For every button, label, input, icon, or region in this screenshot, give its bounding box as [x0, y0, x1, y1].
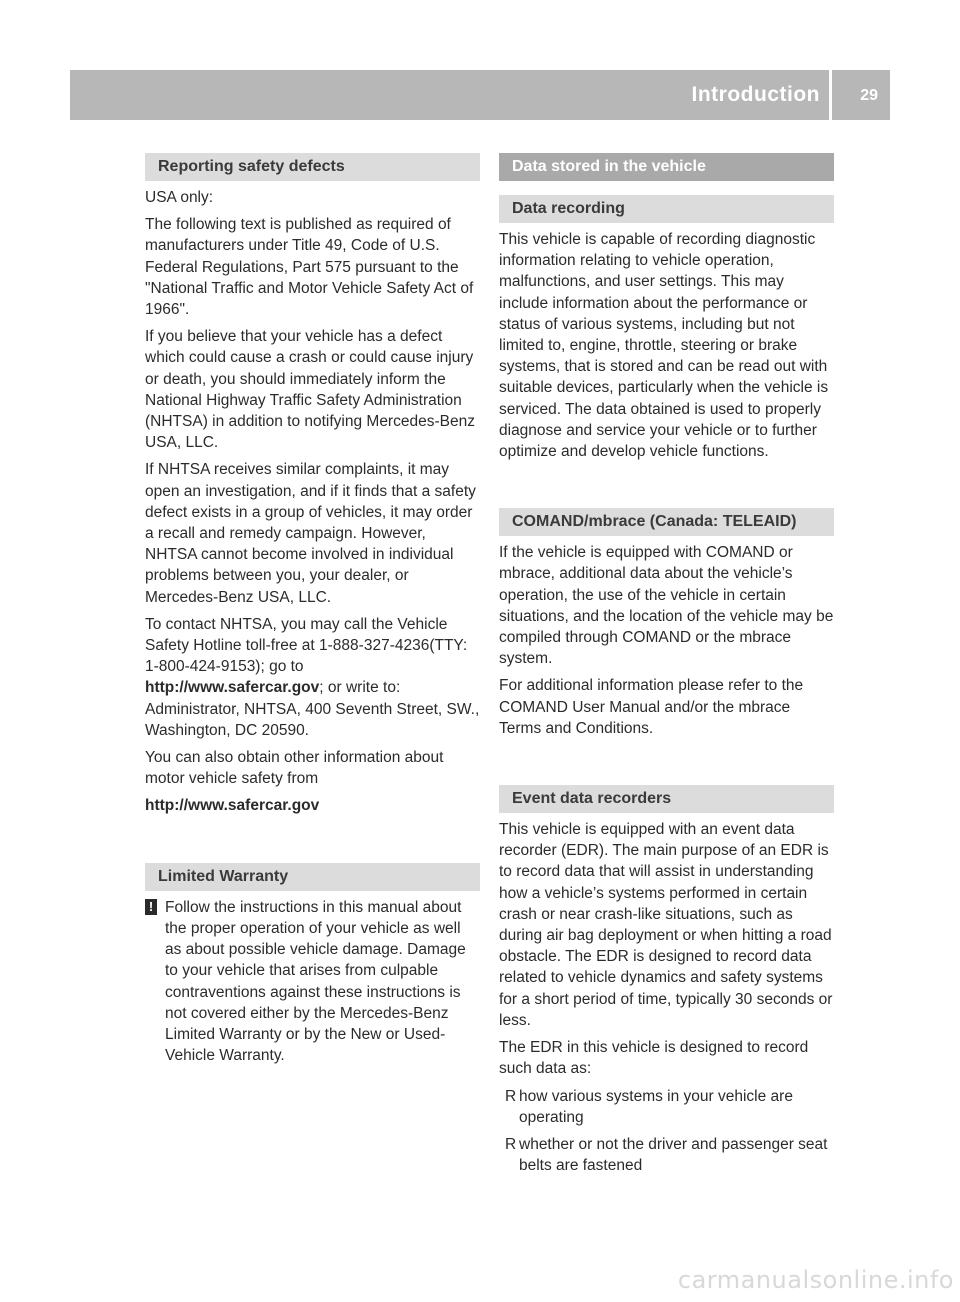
edr-p2: The EDR in this vehicle is designed to record such data as:: [499, 1039, 809, 1078]
page-header: [70, 70, 890, 120]
warranty-note: [145, 897, 480, 1067]
warranty-text: Follow the instructions in this manual about the proper operation of your vehicle as well as about possible vehicle damage. Damage to your vehicle that arises from culpable contraventions against these instructions is not covered either by the Mercedes-Benz Limited Warranty or by the New or Used-Vehicle Warranty.: [165, 898, 466, 1065]
reporting-p2: The following text is published as required of manufacturers under Title 49, Code of U.S. Federal Regulations, Part 575 pursuant to the "National Traffic and Motor Vehicle Safety Act of 1966".: [145, 216, 474, 319]
edr-bullet-2-text: whether or not the driver and passenger seat belts are fastened: [519, 1135, 828, 1175]
left-column: [145, 153, 480, 1066]
edr-bullet-2: [499, 1134, 834, 1176]
data-recording-heading: Data recording: [499, 195, 834, 223]
edr-heading: Event data recorders: [499, 785, 834, 813]
right-column: [499, 153, 834, 1182]
reporting-p5-text-a: To contact NHTSA, you may call the Vehicle Safety Hotline toll-free at 1-888-327-4236(TTY: 1-800-424-9153); go to: [145, 615, 468, 676]
edr-bullet-1-text: how various systems in your vehicle are operating: [519, 1087, 793, 1126]
reporting-p6: You can also obtain other information about motor vehicle safety from: [145, 749, 444, 788]
safercar-link[interactable]: http://www.safercar.gov: [145, 679, 320, 697]
warranty-heading: Limited Warranty: [145, 863, 480, 891]
reporting-p3: If you believe that your vehicle has a defect which could cause a crash or could cause injury or death, you should immediately inform the National Highway Traffic Safety Administration (NHTSA) in addition to notifying Mercedes-Benz USA, LLC.: [145, 328, 475, 452]
comand-p1: If the vehicle is equipped with COMAND or mbrace, additional data about the vehicle’s operation, the use of the vehicle in certain situations, and the location of the vehicle may be compiled through COMAND or the mbrace system.: [499, 544, 834, 668]
data-recording-p1: This vehicle is capable of recording diagnostic information relating to vehicle operation, malfunctions, and user settings. This may include information about the performance or status of various systems, including but not limited to, engine, throttle, steering or brake systems, that is stored and can be read out with suitable devices, particularly when the vehicle is serviced. The data obtained is used to properly diagnose and service your vehicle or to further optimize and develop vehicle functions.: [499, 231, 829, 461]
data-stored-heading: Data stored in the vehicle: [499, 153, 834, 181]
warning-icon: !: [145, 899, 157, 915]
reporting-p1: USA only:: [145, 189, 214, 206]
reporting-p5: [145, 614, 480, 741]
edr-p1: This vehicle is equipped with an event data recorder (EDR). The main purpose of an EDR is to record data that will assist in understanding how a vehicle’s systems performed in certain crash or near crash-like situations, such as during air bag deployment or when hitting a road obstacle. The EDR is designed to record data related to vehicle dynamics and safety systems for a short period of time, typically 30 seconds or less.: [499, 821, 833, 1029]
bullet-mark: R: [505, 1087, 517, 1105]
comand-heading: COMAND/mbrace (Canada: TELEAID): [499, 508, 834, 536]
edr-bullet-1: [499, 1086, 834, 1128]
chapter-title: Introduction: [691, 83, 820, 106]
safercar-link-2[interactable]: http://www.safercar.gov: [145, 797, 320, 815]
reporting-p5-text-b: ; or write to: Administrator, NHTSA, 400 Seventh Street, SW., Washington, DC 20590.: [145, 679, 480, 739]
bullet-mark: R: [505, 1135, 517, 1153]
header-divider: [829, 70, 832, 120]
watermark: carmanualsonline.info: [677, 1266, 954, 1294]
reporting-heading: Reporting safety defects: [145, 153, 480, 181]
reporting-p4: If NHTSA receives similar complaints, it may open an investigation, and if it finds that a safety defect exists in a group of vehicles, it may order a recall and remedy campaign. However, NHTSA cannot become involved in individual problems between you, your dealer, or Mercedes-Benz USA, LLC.: [145, 461, 476, 606]
page-number: 29: [860, 87, 878, 104]
comand-p2: For additional information please refer to the COMAND User Manual and/or the mbrace Terms and Conditions.: [499, 677, 804, 737]
